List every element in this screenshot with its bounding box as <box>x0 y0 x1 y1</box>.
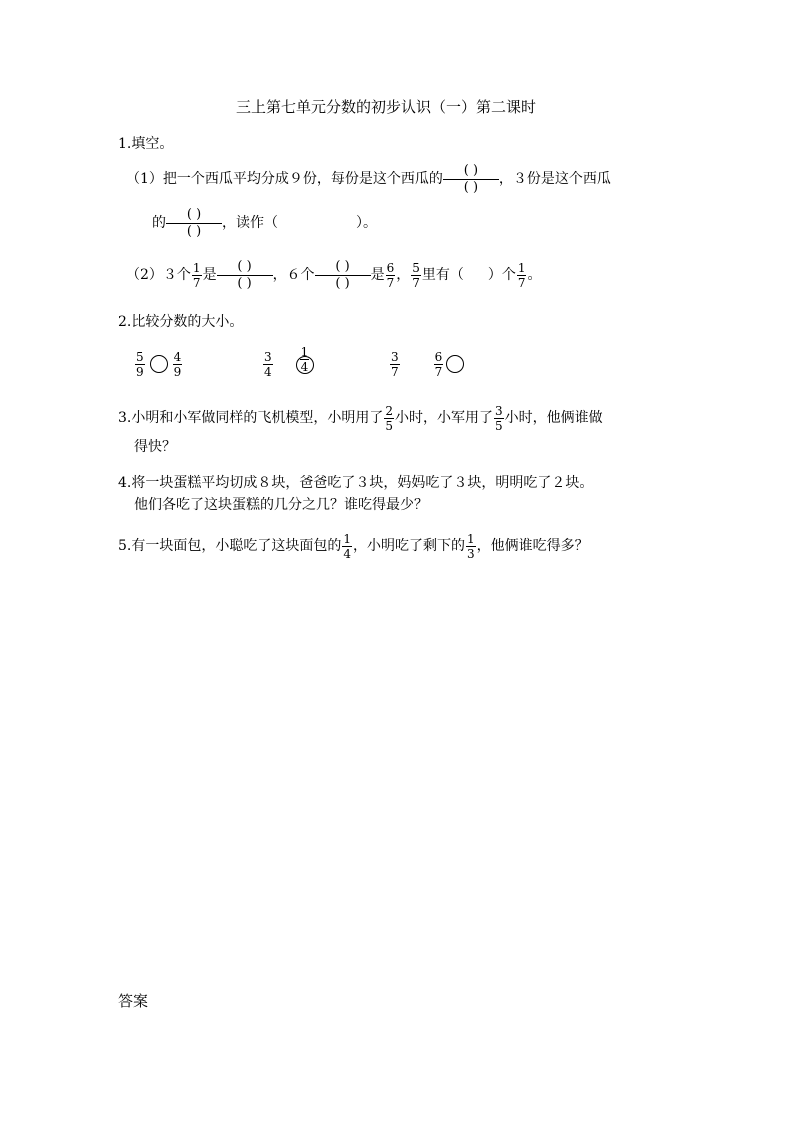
numerator: 5 <box>412 260 420 275</box>
denominator: 9 <box>173 364 182 379</box>
fraction-4-9 <box>173 351 183 378</box>
q3-text-c: 小时，他俩谁做 <box>504 410 603 426</box>
denominator: 7 <box>412 275 420 290</box>
numerator: 1 <box>192 260 201 275</box>
compare-circle-3[interactable] <box>446 355 464 373</box>
q1-part2-text-g: ）个 <box>487 267 516 283</box>
q1-part1-text-e: ）。 <box>356 215 377 231</box>
q2-compare-1 <box>134 346 183 382</box>
denominator: 7 <box>391 364 399 379</box>
blank-numerator: ( ) <box>443 163 499 180</box>
fraction-1-7-b <box>517 262 527 289</box>
denominator: 5 <box>385 418 393 433</box>
numerator: 4 <box>173 349 182 364</box>
q1-part2-blank-fraction-1 <box>217 259 273 292</box>
q3-line1 <box>118 400 603 436</box>
fraction-1-4 <box>342 533 352 560</box>
fraction-5-9 <box>135 351 145 378</box>
numerator: 1 <box>300 345 309 359</box>
q2-compare-3 <box>389 346 464 382</box>
blank-denominator: ( ) <box>237 275 252 291</box>
numerator: 3 <box>495 403 503 418</box>
q1-part2-text-h: 。 <box>527 267 542 283</box>
q1-part1-line2 <box>152 208 377 238</box>
q3-line2: 得快？ <box>134 439 176 455</box>
denominator: 3 <box>467 546 475 561</box>
fraction-5-7 <box>411 262 421 289</box>
numerator: 1 <box>343 531 351 546</box>
q1-part1-text-b: ，３份是这个西瓜 <box>498 171 611 187</box>
denominator: 9 <box>136 364 144 379</box>
fraction-3-5 <box>494 405 504 432</box>
fraction-1-7 <box>192 262 202 289</box>
blank-numerator: ( ) <box>315 259 371 276</box>
denominator: 7 <box>386 275 395 290</box>
fraction-2-5 <box>384 405 394 432</box>
q1-part2-text-d: 是 <box>370 267 385 283</box>
q1-part2-text-e: ， <box>396 267 411 283</box>
q1-part1-line1 <box>126 164 611 194</box>
q5-line <box>118 528 589 564</box>
blank-numerator: ( ) <box>217 259 273 276</box>
q1-part1-blank-fraction-1 <box>443 163 499 196</box>
denominator: 4 <box>264 364 272 379</box>
denominator: 7 <box>434 364 443 379</box>
q1-part1-text-d: ，读作（ <box>222 215 278 231</box>
numerator: 6 <box>386 260 395 275</box>
q5-text-c: ，他俩谁吃得多？ <box>476 538 589 554</box>
fraction-1-3 <box>466 533 476 560</box>
numerator: 5 <box>136 349 144 364</box>
numerator: 2 <box>385 403 393 418</box>
q4-line1: 4.将一块蛋糕平均切成８块，爸爸吃了３块，妈妈吃了３块，明明吃了２块。 <box>118 475 594 491</box>
q1-part2-text-f: 里有（ <box>421 267 464 283</box>
denominator: 4 <box>343 546 351 561</box>
numerator: 3 <box>391 349 399 364</box>
q1-part2-blank-fraction-2 <box>315 259 371 292</box>
numerator: 1 <box>467 531 475 546</box>
page-title: 三上第七单元分数的初步认识（一）第二课时 <box>236 98 537 116</box>
q1-part1-blank-fraction-2 <box>166 207 222 240</box>
q1-part2-text-a: （2）３个 <box>126 267 191 283</box>
denominator: 5 <box>495 418 503 433</box>
numerator: 1 <box>517 260 526 275</box>
q5-text-a: 5.有一块面包，小聪吃了这块面包的 <box>118 538 342 554</box>
fraction-1-4 <box>300 346 310 373</box>
fraction-3-4 <box>263 351 273 378</box>
fraction-6-7 <box>434 351 444 378</box>
q1-part2-text-b: 是 <box>202 267 217 283</box>
q1-part2-line <box>126 258 541 292</box>
q2-compare-2 <box>262 346 316 382</box>
numerator: 6 <box>434 349 443 364</box>
answer-heading: 答案 <box>118 992 149 1010</box>
q1-part1-text-c: 的 <box>152 215 166 231</box>
fraction-6-7 <box>386 262 396 289</box>
q3-text-b: 小时，小军用了 <box>395 410 493 426</box>
q1-heading: 1.填空。 <box>118 136 174 152</box>
q1-part2-text-c: ，６个 <box>272 267 315 283</box>
compare-circle-1[interactable] <box>150 355 168 373</box>
q1-part1-text-a: （1）把一个西瓜平均分成９份，每份是这个西瓜的 <box>126 171 443 187</box>
numerator: 3 <box>264 349 272 364</box>
blank-denominator: ( ) <box>186 223 202 239</box>
denominator: 7 <box>517 275 526 290</box>
blank-denominator: ( ) <box>463 179 479 195</box>
denominator: 7 <box>192 275 201 290</box>
q5-text-b: ，小明吃了剩下的 <box>353 538 465 554</box>
q3-text-a: 3.小明和小军做同样的飞机模型，小明用了 <box>118 410 384 426</box>
q4-line2: 他们各吃了这块蛋糕的几分之几？谁吃得最少？ <box>134 497 428 513</box>
q2-heading: 2.比较分数的大小。 <box>118 314 244 330</box>
fraction-3-7 <box>390 351 400 378</box>
blank-denominator: ( ) <box>335 275 350 291</box>
denominator: 4 <box>300 360 309 374</box>
blank-numerator: ( ) <box>166 207 222 224</box>
